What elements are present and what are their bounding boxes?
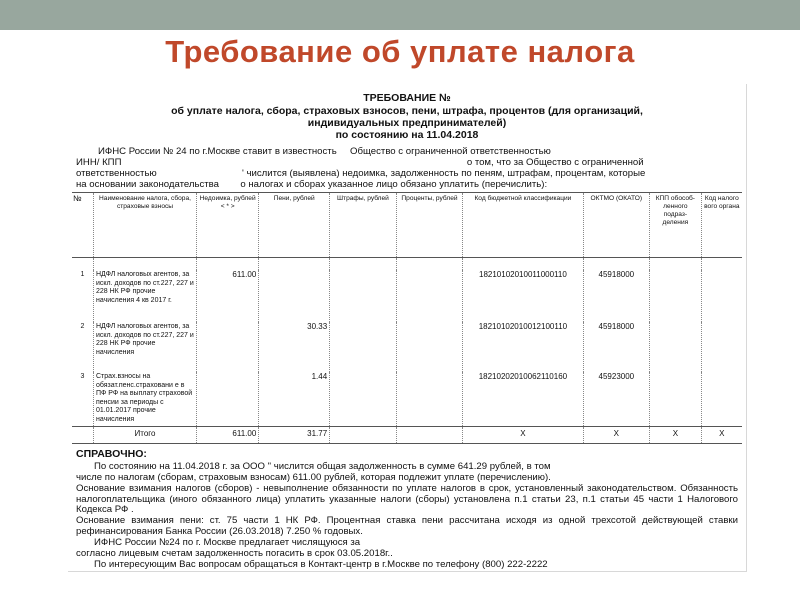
document-subheading-2: индивидуальных предпринимателей)	[307, 117, 507, 129]
arrears-value: 611.00	[197, 270, 259, 322]
tax-name: Страх.взносы на обязат.пенс.страховани е в ПФ РФ на выплату страховой пенсии за периоды с 01.01.2017 прочие начисления	[93, 372, 196, 426]
table-total-row	[72, 426, 742, 443]
reference-offer: ИФНС России №24 по г. Москве предлагает числящуюся за	[94, 537, 361, 548]
row-number: 3	[80, 373, 85, 380]
col-header: Проценты, рублей	[396, 193, 463, 258]
intro-right: Общество с ограниченной ответственностью	[350, 146, 551, 157]
col-header: №	[72, 193, 93, 258]
total-interest	[396, 426, 463, 443]
total-code-mark: X	[701, 426, 742, 443]
total-fine	[330, 426, 397, 443]
reference-contact: По интересующим Вас вопросам обращаться в Контакт-центр в г.Москве по телефону (800) 222-2222	[94, 559, 548, 570]
reference-line-1	[94, 462, 747, 473]
document-subheading-1: об уплате налога, сбора, страховых взносов, пени, штрафа, процентов (для организаций,	[171, 105, 643, 117]
interest-value	[396, 372, 463, 426]
kpp-value	[650, 270, 702, 322]
total-penalty: 31.77	[259, 426, 330, 443]
tax-name: НДФЛ налоговых агентов, за искл. доходов по ст.227, 227 и 228 НК РФ прочие начисления 4 кв 2017 г.	[93, 270, 196, 322]
oktmo-code: 45918000	[583, 270, 650, 322]
total-kbk-mark: X	[463, 426, 583, 443]
document-date-line: по состоянию на 11.04.2018	[335, 129, 479, 141]
col-header: Недоимка, рублей < * >	[197, 193, 259, 258]
inn-line	[76, 157, 738, 168]
col-header: КПП обособ-ленного подраз-деления	[650, 193, 702, 258]
kbk-code: 18210202010062110160	[463, 372, 583, 426]
oktmo-code: 45918000	[583, 322, 650, 372]
interest-value	[396, 270, 463, 322]
arrears-line-right: ' числится (выявлена) недоимка, задолженность по пеням, штрафам, процентам, которые	[242, 168, 646, 179]
total-kpp-mark: X	[650, 426, 702, 443]
col-header: Пени, рублей	[259, 193, 330, 258]
slide-top-bar	[0, 0, 800, 30]
total-oktmo-mark: X	[583, 426, 650, 443]
reference-line-1b: числится общая задолженность в сумме 641.29 рублей, в том	[273, 461, 551, 472]
kpp-value	[650, 372, 702, 426]
reference-basis-penalty: Основание взимания пени: ст. 75 части 1 НК РФ. Процентная ставка пени рассчитана исходя из одной трехсотой действующей ставки рефинансирования Банка России (26.03.2018) 7.250 % годовых.	[76, 515, 738, 537]
intro-line	[98, 146, 738, 157]
interest-value	[396, 322, 463, 372]
arrears-table	[72, 192, 742, 444]
kbk-code: 18210102010011000110	[463, 270, 583, 322]
fine-value	[330, 270, 397, 322]
table-row	[72, 270, 742, 322]
arrears-line	[76, 168, 738, 179]
table-header-row	[72, 193, 742, 258]
arrears-line-left: ответственностью	[76, 168, 157, 179]
total-arrears: 611.00	[197, 426, 259, 443]
reference-basis-taxes: Основание взимания налогов (сборов) - невыполнение обязанности по уплате налогов в срок, установленный законодательством. Обязанность налогоплательщика (иного обязанного лица) уплатить указанные налоги (сборы) установлена п.1 статьи 23, п.1 статьи 45 части 1 Налогового Кодекса РФ .	[76, 483, 738, 515]
inn-label: ИНН/ КПП	[76, 157, 122, 168]
penalty-value	[259, 270, 330, 322]
penalty-value: 30.33	[259, 322, 330, 372]
table-row	[72, 322, 742, 372]
row-number: 2	[80, 323, 85, 330]
total-label: Итого	[93, 426, 196, 443]
tax-demand-document	[68, 84, 747, 572]
arrears-value	[197, 322, 259, 372]
reference-title: СПРАВОЧНО:	[76, 448, 147, 460]
oktmo-code: 45923000	[583, 372, 650, 426]
reference-deadline: согласно лицевым счетам задолженность погасить в срок 03.05.2018г..	[76, 548, 393, 559]
tax-office-code	[701, 270, 742, 322]
row-number: 1	[80, 271, 85, 278]
col-header: Код бюджетной классификации	[463, 193, 583, 258]
intro-left: ИФНС России № 24 по г.Москве ставит в известность	[98, 146, 337, 157]
kbk-code: 18210102010012100110	[463, 322, 583, 372]
reference-line-1a: По состоянию на 11.04.2018 г. за ООО "	[94, 461, 272, 472]
col-header: Наименование налога, сбора, страховые взносы	[93, 193, 196, 258]
fine-value	[330, 322, 397, 372]
slide-title: Требование об уплате налога	[165, 34, 635, 69]
col-header: ОКТМО (ОКАТО)	[583, 193, 650, 258]
reference-line-2: числе по налогам (сборам, страховым взносам) 611.00 рублей, которая подлежит уплате (перечислению).	[76, 472, 551, 483]
tax-office-code	[701, 322, 742, 372]
basis-line	[76, 179, 738, 190]
basis-line-left: на основании законодательства	[76, 179, 220, 190]
tax-office-code	[701, 372, 742, 426]
tax-name: НДФЛ налоговых агентов, за искл. доходов по ст.227, 227 и 228 НК РФ прочие начисления	[93, 322, 196, 372]
fine-value	[330, 372, 397, 426]
document-heading: ТРЕБОВАНИЕ №	[363, 92, 451, 104]
arrears-value	[197, 372, 259, 426]
col-header: Штрафы, рублей	[330, 193, 397, 258]
table-row	[72, 372, 742, 426]
inn-right: о том, что за Общество с ограниченной	[466, 157, 644, 168]
basis-line-right: о налогах и сборах указанное лицо обязано уплатить (перечислить):	[240, 179, 548, 190]
kpp-value	[650, 322, 702, 372]
penalty-value: 1.44	[259, 372, 330, 426]
col-header: Код налого вого органа	[701, 193, 742, 258]
